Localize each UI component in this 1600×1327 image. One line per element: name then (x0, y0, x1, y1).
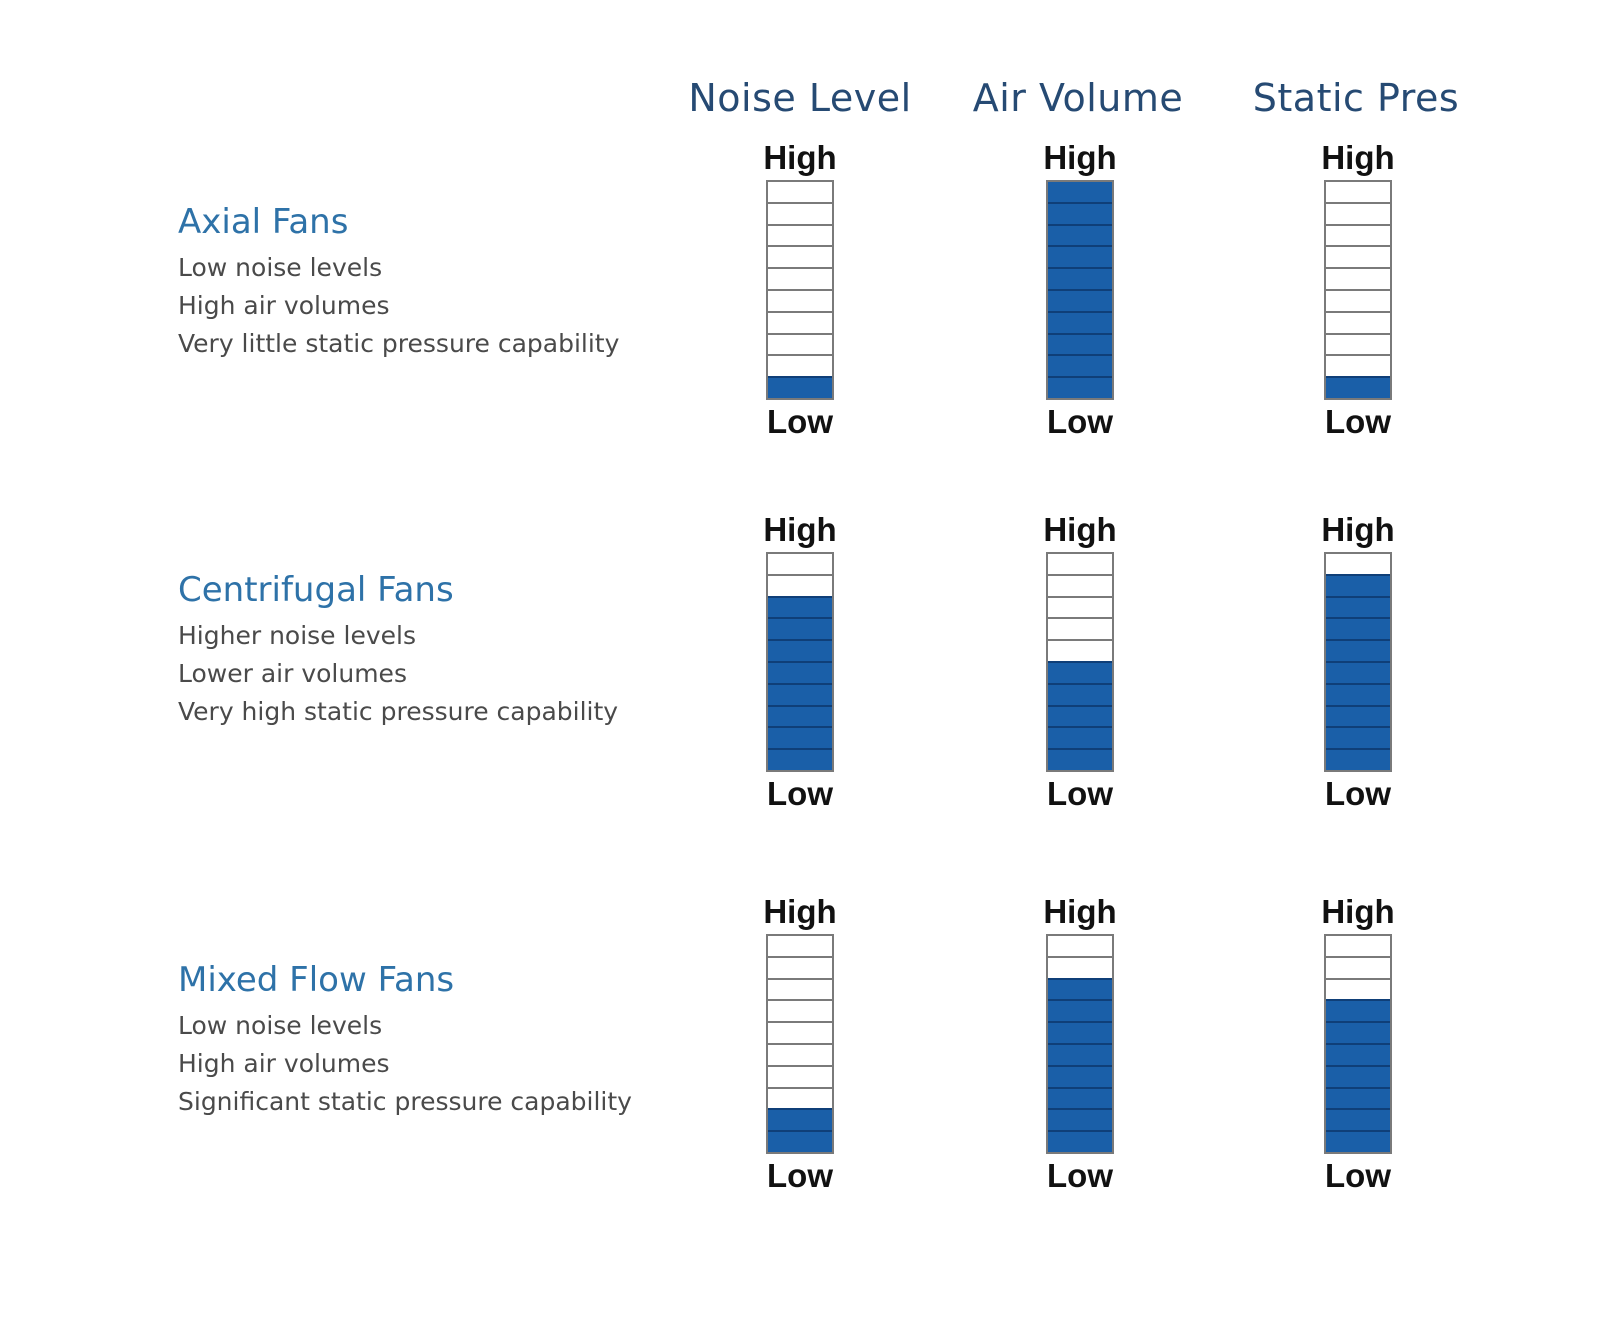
meter-segment-empty (768, 354, 832, 376)
meter-segment-filled (1048, 1065, 1112, 1087)
meter-low-label: Low (767, 1157, 833, 1194)
meter-segment-empty (768, 224, 832, 246)
meter-segment-filled (1048, 376, 1112, 398)
meter-segment-empty (1326, 224, 1390, 246)
meter-centrifugal-noise (735, 510, 865, 814)
meter-axial-static (1293, 138, 1423, 442)
meter-segment-filled (768, 661, 832, 683)
meter-segment-filled (1048, 311, 1112, 333)
meter-segment-empty (768, 333, 832, 355)
meter-segment-filled (1326, 1108, 1390, 1130)
meter-segment-empty (1326, 936, 1390, 956)
meter-segment-filled (1048, 748, 1112, 770)
fan-description-line: High air volumes (178, 1048, 390, 1078)
meter-segment-empty (1048, 554, 1112, 574)
meter-mixed-flow-noise (735, 892, 865, 1196)
meter-segment-filled (768, 726, 832, 748)
meter-segment-empty (768, 554, 832, 574)
meter-segment-filled (1048, 1108, 1112, 1130)
fan-description-line: Low noise levels (178, 1010, 383, 1040)
meter-segment-filled (1048, 978, 1112, 1000)
meter-low-label: Low (767, 403, 833, 440)
fan-description-line: Significant static pressure capability (178, 1086, 632, 1116)
meter-segment-empty (768, 311, 832, 333)
meter-high-label: High (1321, 511, 1395, 548)
meter-segment-filled (1048, 354, 1112, 376)
meter-segment-filled (1326, 639, 1390, 661)
meter-segment-filled (768, 748, 832, 770)
meter-segment-empty (768, 936, 832, 956)
meter-low-label: Low (1325, 1157, 1391, 1194)
meter-segment-empty (1326, 182, 1390, 202)
fan-description-line: Very little static pressure capability (178, 328, 620, 358)
meter-segment-empty (1048, 956, 1112, 978)
meter-bar (1324, 934, 1392, 1154)
fan-title: Axial Fans (178, 202, 349, 242)
meter-segment-empty (768, 1021, 832, 1043)
meter-high-label: High (763, 893, 837, 930)
meter-segment-empty (1326, 267, 1390, 289)
meter-bar (1046, 934, 1114, 1154)
column-header-static-pressure: Static Pres (1252, 76, 1460, 120)
fan-group-centrifugal (178, 570, 638, 731)
fan-description-line: Higher noise levels (178, 620, 416, 650)
meter-bar (766, 180, 834, 400)
meter-segment-filled (768, 705, 832, 727)
column-header-noise-level: Noise Level (688, 76, 912, 120)
meter-segment-filled (1326, 705, 1390, 727)
meter-segment-filled (1326, 376, 1390, 398)
meter-axial-air (1015, 138, 1145, 442)
meter-mixed-flow-static (1293, 892, 1423, 1196)
meter-segment-filled (768, 596, 832, 618)
meter-segment-empty (1048, 639, 1112, 661)
meter-low-label: Low (1325, 775, 1391, 812)
meter-segment-empty (1326, 956, 1390, 978)
meter-segment-filled (1326, 999, 1390, 1021)
meter-segment-filled (1048, 1130, 1112, 1152)
meter-bar (1324, 552, 1392, 772)
meter-segment-filled (768, 1130, 832, 1152)
meter-segment-filled (1048, 726, 1112, 748)
meter-mixed-flow-air (1015, 892, 1145, 1196)
meter-segment-filled (1326, 661, 1390, 683)
meter-low-label: Low (1047, 1157, 1113, 1194)
meter-bar (1324, 180, 1392, 400)
meter-segment-empty (768, 267, 832, 289)
meter-axial-noise (735, 138, 865, 442)
meter-segment-filled (1326, 683, 1390, 705)
meter-segment-empty (768, 574, 832, 596)
meter-high-label: High (763, 511, 837, 548)
meter-high-label: High (763, 139, 837, 176)
meter-segment-filled (1048, 289, 1112, 311)
meter-segment-empty (768, 289, 832, 311)
fan-description-line: Lower air volumes (178, 658, 407, 688)
meter-high-label: High (1321, 893, 1395, 930)
meter-segment-filled (1326, 726, 1390, 748)
meter-segment-filled (768, 376, 832, 398)
meter-segment-empty (768, 978, 832, 1000)
meter-segment-filled (1048, 1043, 1112, 1065)
meter-bar (766, 934, 834, 1154)
meter-segment-filled (1048, 245, 1112, 267)
meter-low-label: Low (1047, 775, 1113, 812)
meter-segment-empty (768, 1065, 832, 1087)
meter-segment-filled (1048, 1087, 1112, 1109)
meter-segment-empty (768, 182, 832, 202)
fan-description-line: Low noise levels (178, 252, 383, 282)
meter-low-label: Low (767, 775, 833, 812)
column-header-air-volume: Air Volume (972, 76, 1184, 120)
meter-segment-filled (1048, 333, 1112, 355)
meter-segment-empty (1326, 333, 1390, 355)
meter-segment-filled (1326, 1130, 1390, 1152)
meter-segment-filled (1326, 596, 1390, 618)
meter-segment-empty (768, 1043, 832, 1065)
meter-segment-empty (1326, 354, 1390, 376)
fan-group-axial (178, 202, 638, 363)
meter-segment-empty (768, 956, 832, 978)
meter-segment-filled (1048, 1021, 1112, 1043)
meter-segment-empty (1048, 574, 1112, 596)
meter-bar (766, 552, 834, 772)
meter-segment-filled (1326, 1087, 1390, 1109)
meter-segment-empty (1326, 202, 1390, 224)
meter-segment-filled (1048, 683, 1112, 705)
meter-segment-empty (1326, 311, 1390, 333)
meter-segment-filled (1048, 999, 1112, 1021)
meter-segment-filled (1326, 748, 1390, 770)
meter-segment-filled (1048, 267, 1112, 289)
meter-segment-filled (1048, 182, 1112, 202)
meter-segment-filled (1048, 224, 1112, 246)
fan-title: Centrifugal Fans (178, 570, 454, 610)
meter-bar (1046, 180, 1114, 400)
meter-segment-empty (1326, 554, 1390, 574)
meter-centrifugal-static (1293, 510, 1423, 814)
meter-segment-empty (768, 202, 832, 224)
meter-low-label: Low (1047, 403, 1113, 440)
meter-high-label: High (1043, 139, 1117, 176)
meter-segment-filled (1326, 574, 1390, 596)
meter-segment-filled (1048, 661, 1112, 683)
meter-low-label: Low (1325, 403, 1391, 440)
meter-segment-filled (1326, 1043, 1390, 1065)
meter-segment-filled (768, 617, 832, 639)
meter-segment-empty (1048, 936, 1112, 956)
meter-segment-empty (1326, 978, 1390, 1000)
meter-segment-empty (1326, 245, 1390, 267)
meter-segment-empty (1048, 617, 1112, 639)
meter-segment-filled (768, 639, 832, 661)
meter-segment-empty (1326, 289, 1390, 311)
meter-segment-empty (768, 1087, 832, 1109)
meter-centrifugal-air (1015, 510, 1145, 814)
meter-segment-empty (768, 999, 832, 1021)
meter-bar (1046, 552, 1114, 772)
fan-description-line: Very high static pressure capability (178, 696, 619, 726)
fan-title: Mixed Flow Fans (178, 960, 455, 1000)
meter-segment-filled (768, 683, 832, 705)
fan-group-mixed-flow (178, 960, 638, 1121)
meter-high-label: High (1321, 139, 1395, 176)
meter-segment-filled (1326, 617, 1390, 639)
meter-high-label: High (1043, 511, 1117, 548)
meter-high-label: High (1043, 893, 1117, 930)
meter-segment-filled (1048, 705, 1112, 727)
meter-segment-filled (768, 1108, 832, 1130)
meter-segment-empty (768, 245, 832, 267)
meter-segment-empty (1048, 596, 1112, 618)
meter-segment-filled (1048, 202, 1112, 224)
meter-segment-filled (1326, 1021, 1390, 1043)
fan-description-line: High air volumes (178, 290, 390, 320)
meter-segment-filled (1326, 1065, 1390, 1087)
